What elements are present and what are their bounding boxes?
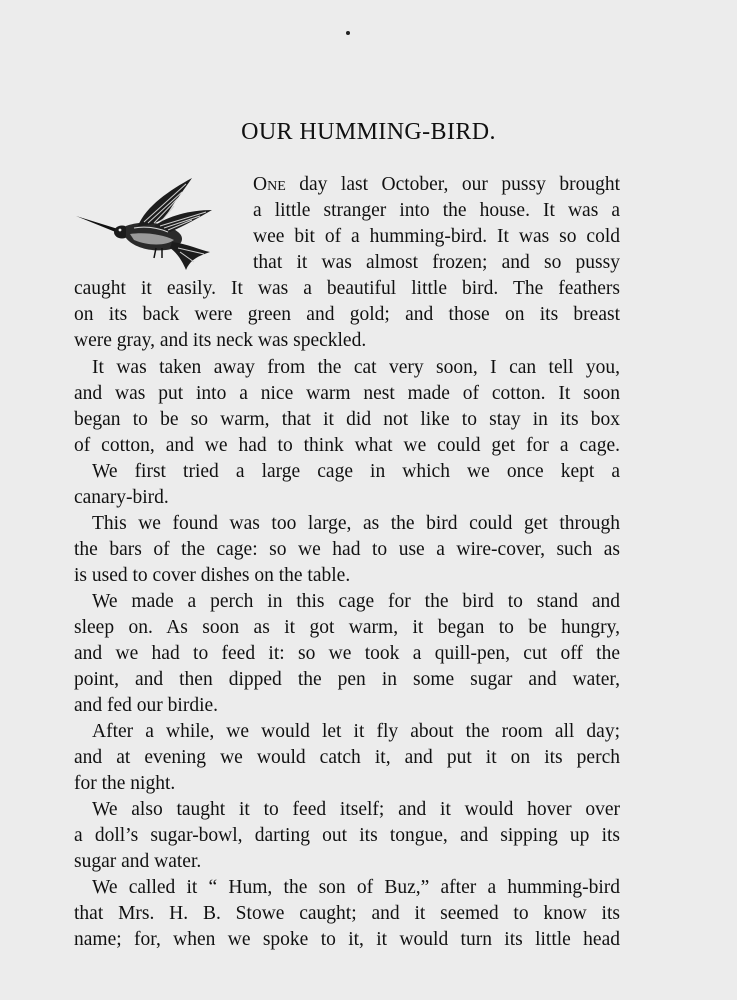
text-line: sugar and water.	[74, 851, 202, 872]
text-line: and fed our birdie.	[74, 695, 219, 716]
text-line: point, and then dipped the pen in some sugar and water,	[74, 669, 620, 690]
text-line: sleep on. As soon as it got warm, it began to be hungry,	[74, 617, 620, 638]
text-line: name; for, when we spoke to it, it would turn its little head	[74, 929, 620, 950]
text-line: canary-bird.	[74, 487, 169, 508]
text-line: of cotton, and we had to think what we could get for a cage.	[74, 435, 620, 456]
page-title: OUR HUMMING-BIRD.	[241, 119, 496, 145]
text-line: on its back were green and gold; and those on its breast	[74, 304, 620, 325]
text-line: the bars of the cage: so we had to use a wire-cover, such as	[74, 539, 620, 560]
text-line: that Mrs. H. B. Stowe caught; and it seemed to know its	[74, 903, 620, 924]
text-line: began to be so warm, that it did not like to stay in its box	[74, 409, 620, 430]
text-line: and at evening we would catch it, and put it on its perch	[74, 747, 620, 768]
text-line: We made a perch in this cage for the bird to stand and	[92, 591, 620, 612]
text-line: caught it easily. It was a beautiful little bird. The feathers	[74, 278, 620, 299]
text-line: After a while, we would let it fly about the room all day;	[92, 721, 620, 742]
text-line: This we found was too large, as the bird could get through	[92, 513, 620, 534]
text-line: It was taken away from the cat very soon, I can tell you,	[92, 357, 620, 378]
text-line: a doll’s sugar-bowl, darting out its tongue, and sipping up its	[74, 825, 620, 846]
text-line: One day last October, our pussy brought	[253, 174, 620, 195]
text-line: wee bit of a humming-bird. It was so cold	[253, 226, 620, 247]
text-line: We first tried a large cage in which we once kept a	[92, 461, 620, 482]
text-line: is used to cover dishes on the table.	[74, 565, 351, 586]
text-line: for the night.	[74, 773, 176, 794]
text-line: a little stranger into the house. It was a	[253, 200, 620, 221]
text-line: and was put into a nice warm nest made of cotton. It soon	[74, 383, 620, 404]
page-mark	[346, 31, 350, 35]
text-line: We also taught it to feed itself; and it would hover over	[92, 799, 620, 820]
text-line: that it was almost frozen; and so pussy	[253, 252, 620, 273]
text-line: were gray, and its neck was speckled.	[74, 330, 367, 351]
humming-bird-illustration	[74, 176, 214, 272]
text-line: and we had to feed it: so we took a quill-pen, cut off the	[74, 643, 620, 664]
text-line: We called it “ Hum, the son of Buz,” after a humming-bird	[92, 877, 620, 898]
